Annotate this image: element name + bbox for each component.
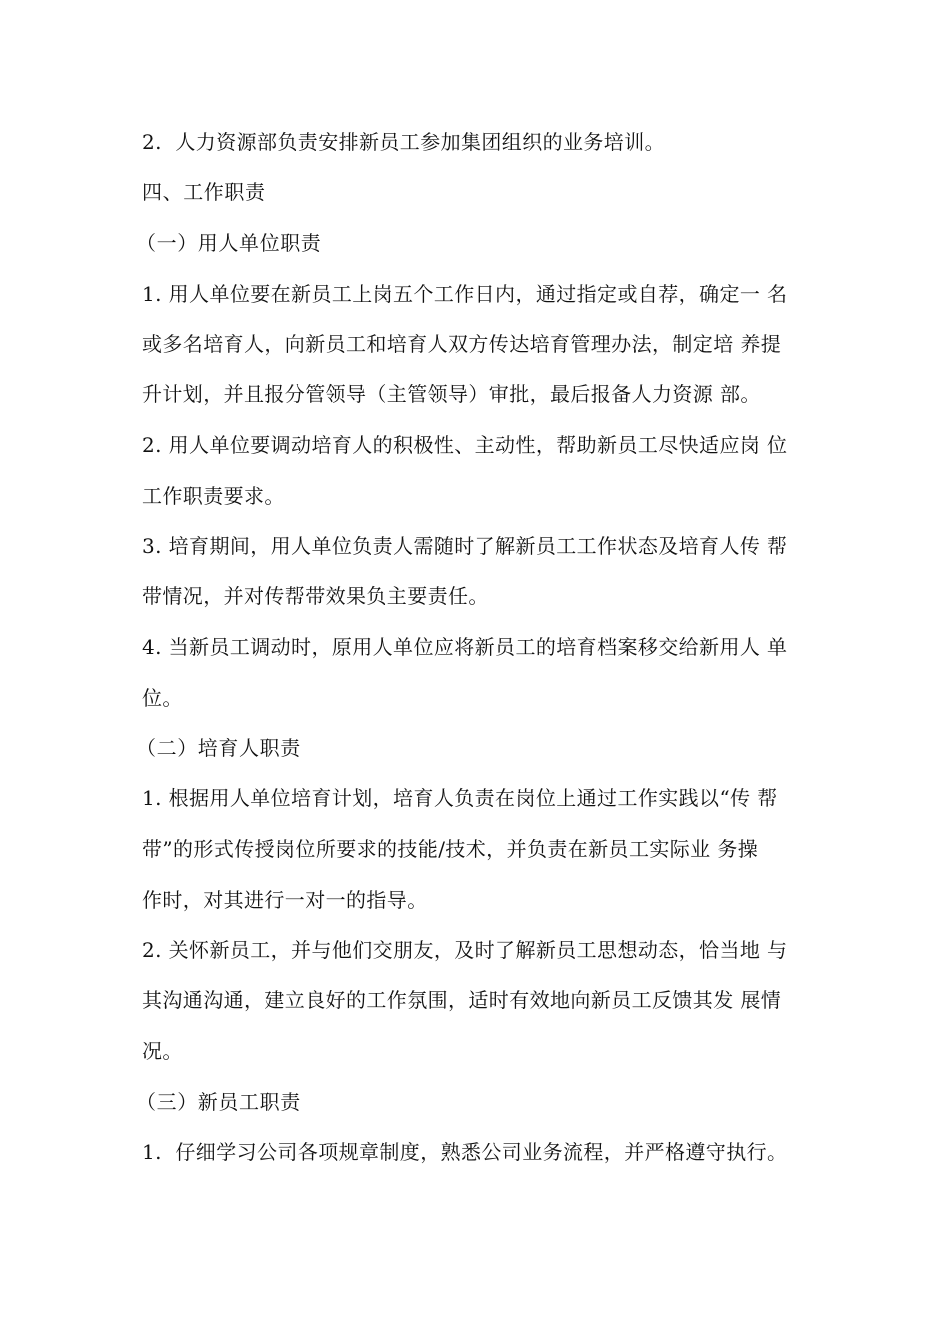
paragraph-line: 1. 仔细学习公司各项规章制度，熟悉公司业务流程，并严格遵守执行。 bbox=[142, 1140, 788, 1164]
subsection-heading: （一）用人单位职责 bbox=[136, 231, 322, 255]
paragraph-line: 工作职责要求。 bbox=[142, 484, 285, 508]
paragraph-line: 1. 用人单位要在新员工上岗五个工作日内，通过指定或自荐，确定一 名 bbox=[142, 282, 788, 306]
paragraph-line: 带”的形式传授岗位所要求的技能/技术，并负责在新员工实际业 务操 bbox=[142, 837, 759, 861]
paragraph-line: 升计划，并且报分管领导（主管领导）审批，最后报备人力资源 部。 bbox=[142, 382, 761, 406]
paragraph-line: 或多名培育人，向新员工和培育人双方传达培育管理办法，制定培 养提 bbox=[142, 332, 782, 356]
paragraph-line: 带情况，并对传帮带效果负主要责任。 bbox=[142, 584, 489, 608]
subsection-heading: （三）新员工职责 bbox=[136, 1090, 301, 1114]
paragraph-line: 作时，对其进行一对一的指导。 bbox=[142, 888, 428, 912]
paragraph-line: 2. 人力资源部负责安排新员工参加集团组织的业务培训。 bbox=[142, 130, 665, 154]
paragraph-line: 2. 关怀新员工，并与他们交朋友，及时了解新员工思想动态，恰当地 与 bbox=[142, 938, 788, 962]
paragraph-line: 1. 根据用人单位培育计划，培育人负责在岗位上通过工作实践以“传 帮 bbox=[142, 786, 778, 810]
paragraph-line: 其沟通沟通，建立良好的工作氛围，适时有效地向新员工反馈其发 展情 bbox=[142, 988, 782, 1012]
paragraph-line: 2. 用人单位要调动培育人的积极性、主动性，帮助新员工尽快适应岗 位 bbox=[142, 433, 788, 457]
paragraph-line: 况。 bbox=[142, 1039, 183, 1063]
paragraph-line: 位。 bbox=[142, 686, 183, 710]
paragraph-line: 4. 当新员工调动时，原用人单位应将新员工的培育档案移交给新用人 单 bbox=[142, 635, 788, 659]
section-heading: 四、工作职责 bbox=[142, 180, 266, 204]
subsection-heading: （二）培育人职责 bbox=[136, 736, 301, 760]
paragraph-line: 3. 培育期间，用人单位负责人需随时了解新员工工作状态及培育人传 帮 bbox=[142, 534, 788, 558]
